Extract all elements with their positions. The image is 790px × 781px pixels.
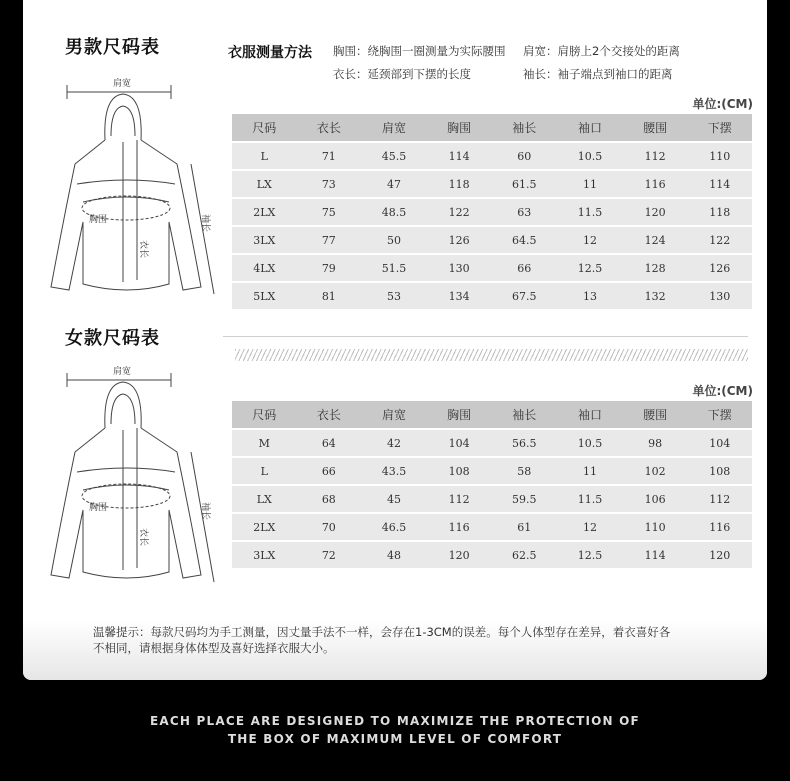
table-row bbox=[232, 255, 752, 281]
men-sleeve-label: 袖长 bbox=[200, 214, 210, 233]
table-cell: 112 bbox=[623, 143, 688, 169]
table-cell: LX bbox=[232, 486, 297, 512]
table-cell: 67.5 bbox=[491, 283, 557, 309]
table-cell: 126 bbox=[427, 227, 492, 253]
table-cell: 51.5 bbox=[361, 255, 427, 281]
column-header: 腰围 bbox=[623, 114, 688, 141]
women-chest-label: 胸围 bbox=[89, 503, 108, 513]
table-cell: 98 bbox=[623, 430, 688, 456]
table-cell: 116 bbox=[427, 514, 492, 540]
table-cell: 104 bbox=[427, 430, 492, 456]
table-cell: 60 bbox=[491, 143, 557, 169]
table-cell: 132 bbox=[623, 283, 688, 309]
column-header: 尺码 bbox=[232, 401, 297, 428]
table-cell: 42 bbox=[361, 430, 427, 456]
table-cell: 62.5 bbox=[491, 542, 557, 568]
table-cell: L bbox=[232, 458, 297, 484]
table-cell: 43.5 bbox=[361, 458, 427, 484]
table-cell: 79 bbox=[297, 255, 362, 281]
table-cell: 124 bbox=[623, 227, 688, 253]
table-cell: 63 bbox=[491, 199, 557, 225]
women-unit: 单位:(CM) bbox=[692, 384, 753, 398]
table-cell: 2LX bbox=[232, 514, 297, 540]
table-cell: 118 bbox=[687, 199, 752, 225]
table-cell: 112 bbox=[687, 486, 752, 512]
table-row bbox=[232, 227, 752, 253]
table-cell: 53 bbox=[361, 283, 427, 309]
table-cell: 116 bbox=[687, 514, 752, 540]
column-header: 下摆 bbox=[687, 114, 752, 141]
table-cell: 12 bbox=[557, 514, 623, 540]
men-size-title: 男款尺码表 bbox=[65, 37, 160, 58]
women-shoulder-label: 肩宽 bbox=[113, 367, 132, 377]
table-cell: 114 bbox=[623, 542, 688, 568]
table-cell: 130 bbox=[427, 255, 492, 281]
table-row bbox=[232, 283, 752, 309]
table-cell: 106 bbox=[623, 486, 688, 512]
table-cell: 120 bbox=[427, 542, 492, 568]
table-cell: 11 bbox=[557, 171, 623, 197]
table-cell: 2LX bbox=[232, 199, 297, 225]
footer-line-2: THE BOX OF MAXIMUM LEVEL OF COMFORT bbox=[227, 732, 563, 746]
table-cell: L bbox=[232, 143, 297, 169]
section-divider bbox=[223, 336, 748, 337]
table-cell: 108 bbox=[427, 458, 492, 484]
table-cell: 66 bbox=[491, 255, 557, 281]
table-cell: 122 bbox=[427, 199, 492, 225]
table-cell: 110 bbox=[623, 514, 688, 540]
table-cell: 130 bbox=[687, 283, 752, 309]
column-header: 下摆 bbox=[687, 401, 752, 428]
table-cell: 13 bbox=[557, 283, 623, 309]
column-header: 胸围 bbox=[427, 401, 492, 428]
table-cell: 72 bbox=[297, 542, 362, 568]
table-row bbox=[232, 430, 752, 456]
table-cell: 116 bbox=[623, 171, 688, 197]
table-cell: 126 bbox=[687, 255, 752, 281]
column-header: 袖长 bbox=[491, 401, 557, 428]
table-row bbox=[232, 143, 752, 169]
table-cell: 120 bbox=[687, 542, 752, 568]
column-header: 肩宽 bbox=[361, 401, 427, 428]
method-length: 衣长：延颈部到下摆的长度 bbox=[333, 67, 471, 81]
table-cell: 112 bbox=[427, 486, 492, 512]
table-cell: M bbox=[232, 430, 297, 456]
slash-decoration bbox=[235, 349, 748, 361]
table-cell: 61 bbox=[491, 514, 557, 540]
table-cell: 59.5 bbox=[491, 486, 557, 512]
table-cell: 64 bbox=[297, 430, 362, 456]
table-cell: 102 bbox=[623, 458, 688, 484]
table-cell: 4LX bbox=[232, 255, 297, 281]
table-cell: 56.5 bbox=[491, 430, 557, 456]
table-cell: 73 bbox=[297, 171, 362, 197]
table-cell: 128 bbox=[623, 255, 688, 281]
table-cell: 66 bbox=[297, 458, 362, 484]
table-cell: 3LX bbox=[232, 542, 297, 568]
table-cell: 110 bbox=[687, 143, 752, 169]
column-header: 衣长 bbox=[297, 114, 362, 141]
method-shoulder: 肩宽：肩膀上2个交接处的距离 bbox=[523, 44, 680, 58]
column-header: 腰围 bbox=[623, 401, 688, 428]
table-cell: 10.5 bbox=[557, 143, 623, 169]
table-cell: 77 bbox=[297, 227, 362, 253]
measure-method-title: 衣服测量方法 bbox=[228, 45, 312, 61]
column-header: 胸围 bbox=[427, 114, 492, 141]
table-row bbox=[232, 486, 752, 512]
women-sleeve-label: 袖长 bbox=[200, 502, 210, 521]
table-row bbox=[232, 514, 752, 540]
table-cell: 10.5 bbox=[557, 430, 623, 456]
table-cell: 12.5 bbox=[557, 542, 623, 568]
table-cell: 61.5 bbox=[491, 171, 557, 197]
column-header: 肩宽 bbox=[361, 114, 427, 141]
table-row bbox=[232, 171, 752, 197]
table-header-row bbox=[232, 401, 752, 428]
women-length-label: 衣长 bbox=[138, 528, 148, 547]
table-cell: 45.5 bbox=[361, 143, 427, 169]
column-header: 袖口 bbox=[557, 401, 623, 428]
table-cell: 64.5 bbox=[491, 227, 557, 253]
men-length-label: 衣长 bbox=[138, 240, 148, 259]
table-cell: 122 bbox=[687, 227, 752, 253]
size-chart-card bbox=[23, 0, 767, 680]
men-chest-label: 胸围 bbox=[89, 215, 108, 225]
table-cell: LX bbox=[232, 171, 297, 197]
table-cell: 58 bbox=[491, 458, 557, 484]
table-cell: 134 bbox=[427, 283, 492, 309]
table-row bbox=[232, 458, 752, 484]
table-cell: 3LX bbox=[232, 227, 297, 253]
table-cell: 50 bbox=[361, 227, 427, 253]
table-cell: 5LX bbox=[232, 283, 297, 309]
footer-line-1: EACH PLACE ARE DESIGNED TO MAXIMIZE THE PROTECTION OF bbox=[150, 714, 640, 728]
table-row bbox=[232, 542, 752, 568]
table-row bbox=[232, 199, 752, 225]
table-header-row bbox=[232, 114, 752, 141]
column-header: 袖口 bbox=[557, 114, 623, 141]
men-shoulder-label: 肩宽 bbox=[113, 79, 132, 89]
table-cell: 114 bbox=[427, 143, 492, 169]
women-size-title: 女款尺码表 bbox=[65, 328, 160, 349]
women-jacket-diagram bbox=[37, 360, 217, 590]
table-cell: 68 bbox=[297, 486, 362, 512]
method-chest: 胸围：绕胸围一圈测量为实际腰围 bbox=[333, 44, 506, 58]
table-cell: 48 bbox=[361, 542, 427, 568]
column-header: 袖长 bbox=[491, 114, 557, 141]
table-cell: 81 bbox=[297, 283, 362, 309]
women-size-table bbox=[232, 399, 752, 570]
table-cell: 47 bbox=[361, 171, 427, 197]
method-sleeve: 袖长：袖子端点到袖口的距离 bbox=[523, 67, 673, 81]
table-cell: 75 bbox=[297, 199, 362, 225]
table-cell: 114 bbox=[687, 171, 752, 197]
table-cell: 71 bbox=[297, 143, 362, 169]
table-cell: 70 bbox=[297, 514, 362, 540]
table-cell: 11 bbox=[557, 458, 623, 484]
table-cell: 118 bbox=[427, 171, 492, 197]
table-cell: 46.5 bbox=[361, 514, 427, 540]
table-cell: 45 bbox=[361, 486, 427, 512]
men-size-table bbox=[232, 112, 752, 311]
column-header: 衣长 bbox=[297, 401, 362, 428]
table-cell: 48.5 bbox=[361, 199, 427, 225]
table-cell: 120 bbox=[623, 199, 688, 225]
table-cell: 12.5 bbox=[557, 255, 623, 281]
men-unit: 单位:(CM) bbox=[692, 97, 753, 111]
measurement-tip: 温馨提示：每款尺码均为手工测量，因丈量手法不一样，会存在1-3CM的误差。每个人体型存在差异，着衣喜好各不相同，请根据身体体型及喜好选择衣服大小。 bbox=[93, 625, 671, 655]
table-cell: 104 bbox=[687, 430, 752, 456]
table-cell: 108 bbox=[687, 458, 752, 484]
table-cell: 12 bbox=[557, 227, 623, 253]
table-cell: 11.5 bbox=[557, 486, 623, 512]
men-jacket-diagram bbox=[37, 72, 217, 302]
column-header: 尺码 bbox=[232, 114, 297, 141]
table-cell: 11.5 bbox=[557, 199, 623, 225]
